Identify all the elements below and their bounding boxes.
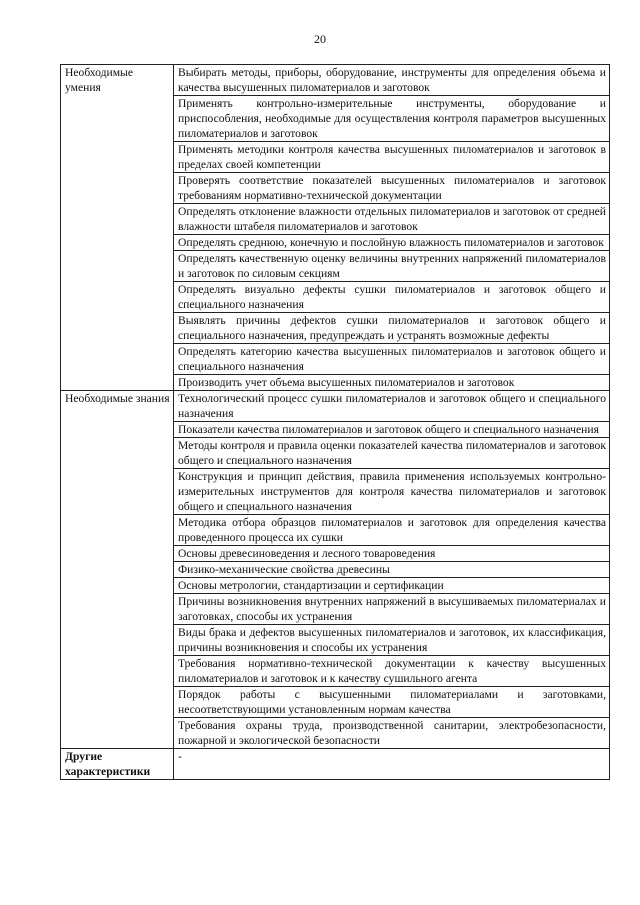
characteristics-table [60, 64, 610, 780]
table-row [61, 749, 610, 780]
list-item: Определять отклонение влажности отдельных пиломатериалов и заготовок от средней влажности штабеля пиломатериалов и заготовок [174, 204, 610, 235]
list-item: Основы метрологии, стандартизации и сертификации [174, 578, 610, 594]
list-item: Методика отбора образцов пиломатериалов и заготовок для определения качества проведенного процесса их сушки [174, 515, 610, 546]
list-item: Требования охраны труда, производственной санитарии, электробезопасности, пожарной и экологической безопасности [174, 718, 610, 749]
list-item: Проверять соответствие показателей высушенных пиломатериалов и заготовок требованиям нормативно-технической документации [174, 173, 610, 204]
list-item: Определять категорию качества высушенных пиломатериалов и заготовок общего и специального назначения [174, 344, 610, 375]
list-item: Требования нормативно-технической документации к качеству высушенных пиломатериалов и заготовок и к качеству сушильного агента [174, 656, 610, 687]
section-label: Необходимые умения [61, 65, 174, 391]
list-item: Применять контрольно-измерительные инструменты, оборудование и приспособления, необходимые для осуществления контроля параметров высушенных пиломатериалов и заготовок [174, 96, 610, 142]
section-label: Необходимые знания [61, 391, 174, 749]
list-item: Порядок работы с высушенными пиломатериалами и заготовками, несоответствующими установленным нормам качества [174, 687, 610, 718]
list-item: Определять среднюю, конечную и послойную влажность пиломатериалов и заготовок [174, 235, 610, 251]
list-item: - [174, 749, 610, 780]
list-item: Применять методики контроля качества высушенных пиломатериалов и заготовок в пределах своей компетенции [174, 142, 610, 173]
list-item: Определять визуально дефекты сушки пиломатериалов и заготовок общего и специального назначения [174, 282, 610, 313]
list-item: Причины возникновения внутренних напряжений в высушиваемых пиломатериалах и заготовках, способы их устранения [174, 594, 610, 625]
page-number: 20 [314, 32, 326, 46]
table-row [61, 65, 610, 96]
list-item: Виды брака и дефектов высушенных пиломатериалов и заготовок, их классификация, причины возникновения и способы их устранения [174, 625, 610, 656]
table-row [61, 391, 610, 422]
list-item: Физико-механические свойства древесины [174, 562, 610, 578]
list-item: Основы древесиноведения и лесного товароведения [174, 546, 610, 562]
section-label: Другие характеристики [61, 749, 174, 780]
list-item: Методы контроля и правила оценки показателей качества пиломатериалов и заготовок общего и специального назначения [174, 438, 610, 469]
list-item: Выявлять причины дефектов сушки пиломатериалов и заготовок общего и специального назначения, предупреждать и устранять возможные дефекты [174, 313, 610, 344]
list-item: Конструкция и принцип действия, правила применения используемых контрольно-измерительных инструментов для контроля качества пиломатериалов и заготовок общего и специального назначения [174, 469, 610, 515]
list-item: Производить учет объема высушенных пиломатериалов и заготовок [174, 375, 610, 391]
list-item: Технологический процесс сушки пиломатериалов и заготовок общего и специального назначения [174, 391, 610, 422]
list-item: Определять качественную оценку величины внутренних напряжений пиломатериалов и заготовок по силовым секциям [174, 251, 610, 282]
list-item: Показатели качества пиломатериалов и заготовок общего и специального назначения [174, 422, 610, 438]
list-item: Выбирать методы, приборы, оборудование, инструменты для определения объема и качества высушенных пиломатериалов и заготовок [174, 65, 610, 96]
